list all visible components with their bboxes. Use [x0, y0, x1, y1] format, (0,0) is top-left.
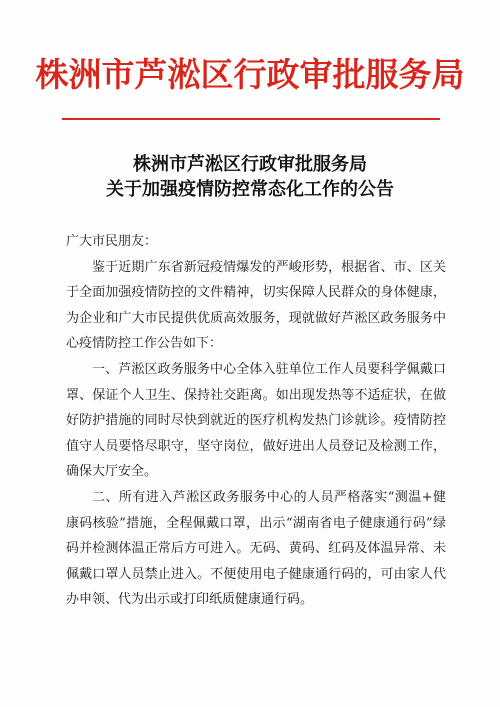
salutation: 广大市民朋友： [66, 234, 158, 249]
paragraph-item-2: 二、所有进入芦淞区政务服务中心的人员严格落实“测温+健康码核验”措施，全程佩戴口罩，出示“湖南省电子健康通行码”绿码并检测体温正常后方可进入。无码、黄码、红码及体温异常、未佩戴口罩人员禁止进入。不便使用电子健康通行码的，可由家人代办申领、代为出示或打印纸质健康通行码。 [66, 489, 446, 608]
paragraph-intro: 鉴于近期广东省新冠疫情爆发的严峻形势，根据省、市、区关于全面加强疫情防控的文件精神，切实保障人民群众的身体健康，为企业和广大市民提供优质高效服务，现就做好芦淞区政务服务中心疫情防控工作公告如下： [66, 259, 446, 352]
document-title-line-1: 株洲市芦淞区行政审批服务局 [133, 154, 367, 175]
agency-letterhead: 株洲市芦淞区行政审批服务局 [35, 55, 465, 94]
document-title-line-2: 关于加强疫情防控常态化工作的公告 [106, 179, 394, 200]
document-body [66, 229, 446, 613]
paragraph-item-1: 一、芦淞区政务服务中心全体入驻单位工作人员要科学佩戴口罩、保证个人卫生、保持社交距离。如出现发热等不适症状，在做好防护措施的同时尽快到就近的医疗机构发热门诊就诊。疫情防控值守人员要恪尽职守，坚守岗位，做好进出人员登记及检测工作，确保大厅安全。 [66, 361, 446, 480]
letterhead-divider [62, 118, 440, 120]
